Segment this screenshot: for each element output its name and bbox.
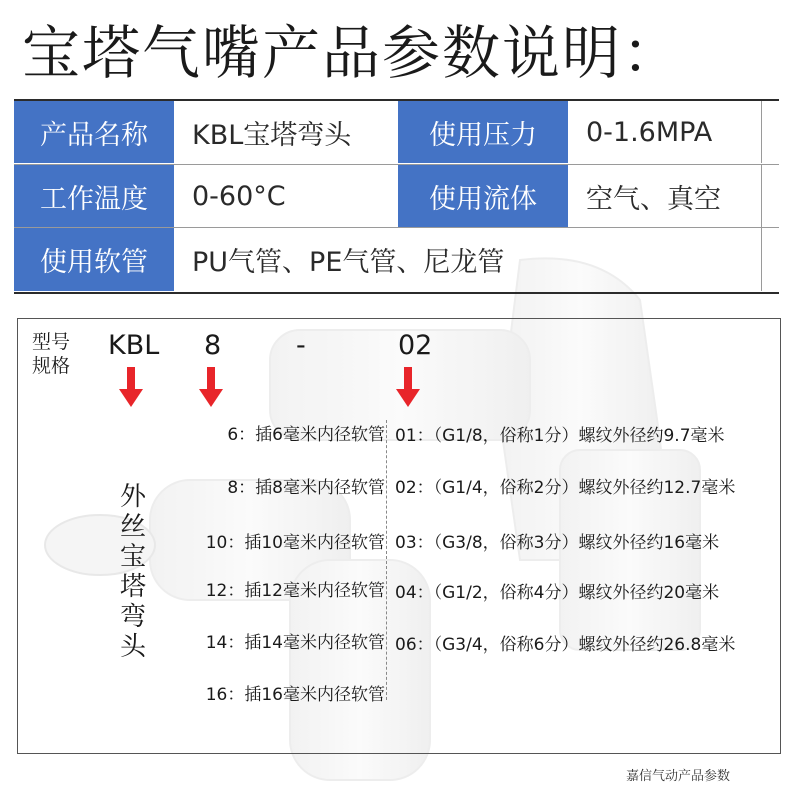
spec-value-hose: PU气管、PE气管、尼龙管 bbox=[192, 247, 505, 278]
thread-item: 03：（G3/8，俗称3分）螺纹外径约16毫米 bbox=[395, 533, 720, 553]
model-spec-label: 型号规格 bbox=[32, 331, 71, 377]
spec-row bbox=[14, 101, 779, 163]
spec-label-hose: 使用软管 bbox=[14, 228, 174, 291]
spec-value-fluid: 空气、真空 bbox=[586, 183, 721, 215]
size-item: 16：插16毫米内径软管 bbox=[205, 685, 385, 705]
size-item: 10：插10毫米内径软管 bbox=[205, 533, 385, 553]
down-arrow-icon bbox=[199, 367, 223, 409]
model-thread-code: 02 bbox=[398, 330, 433, 361]
column-divider bbox=[386, 420, 387, 700]
thread-item: 06：（G3/4，俗称6分）螺纹外径约26.8毫米 bbox=[395, 635, 736, 655]
size-item: 12：插12毫米内径软管 bbox=[205, 581, 385, 601]
thread-item: 04：（G1/2，俗称4分）螺纹外径约20毫米 bbox=[395, 583, 720, 603]
model-series-code: KBL bbox=[108, 330, 160, 361]
footer-caption: 嘉信气动产品参数 bbox=[625, 769, 730, 784]
spec-row bbox=[14, 164, 779, 227]
size-item: 6：插6毫米内径软管 bbox=[227, 425, 385, 445]
size-item: 14：插14毫米内径软管 bbox=[205, 633, 385, 653]
thread-item: 01：（G1/8，俗称1分）螺纹外径约9.7毫米 bbox=[395, 426, 725, 446]
spec-value-temperature: 0-60°C bbox=[174, 165, 399, 227]
model-size-code: 8 bbox=[204, 330, 222, 361]
model-dash: - bbox=[296, 330, 306, 361]
product-name-vertical: 外丝宝塔弯头 bbox=[119, 482, 146, 662]
spec-label-temperature: 工作温度 bbox=[14, 165, 174, 227]
spec-value-pressure: 0-1.6MPA bbox=[586, 116, 713, 148]
spec-label-fluid: 使用流体 bbox=[398, 165, 568, 227]
spec-label-product-name: 产品名称 bbox=[14, 101, 174, 163]
thread-item: 02：（G1/4，俗称2分）螺纹外径约12.7毫米 bbox=[395, 478, 736, 498]
page-title: 宝塔气嘴产品参数说明： bbox=[22, 19, 683, 87]
down-arrow-icon bbox=[396, 367, 420, 409]
spec-label-pressure: 使用压力 bbox=[398, 101, 568, 163]
spec-row bbox=[14, 227, 779, 291]
down-arrow-icon bbox=[119, 367, 143, 409]
spec-table bbox=[14, 99, 779, 294]
size-item: 8：插8毫米内径软管 bbox=[227, 478, 385, 498]
spec-value-product-name: KBL宝塔弯头 bbox=[174, 101, 399, 163]
